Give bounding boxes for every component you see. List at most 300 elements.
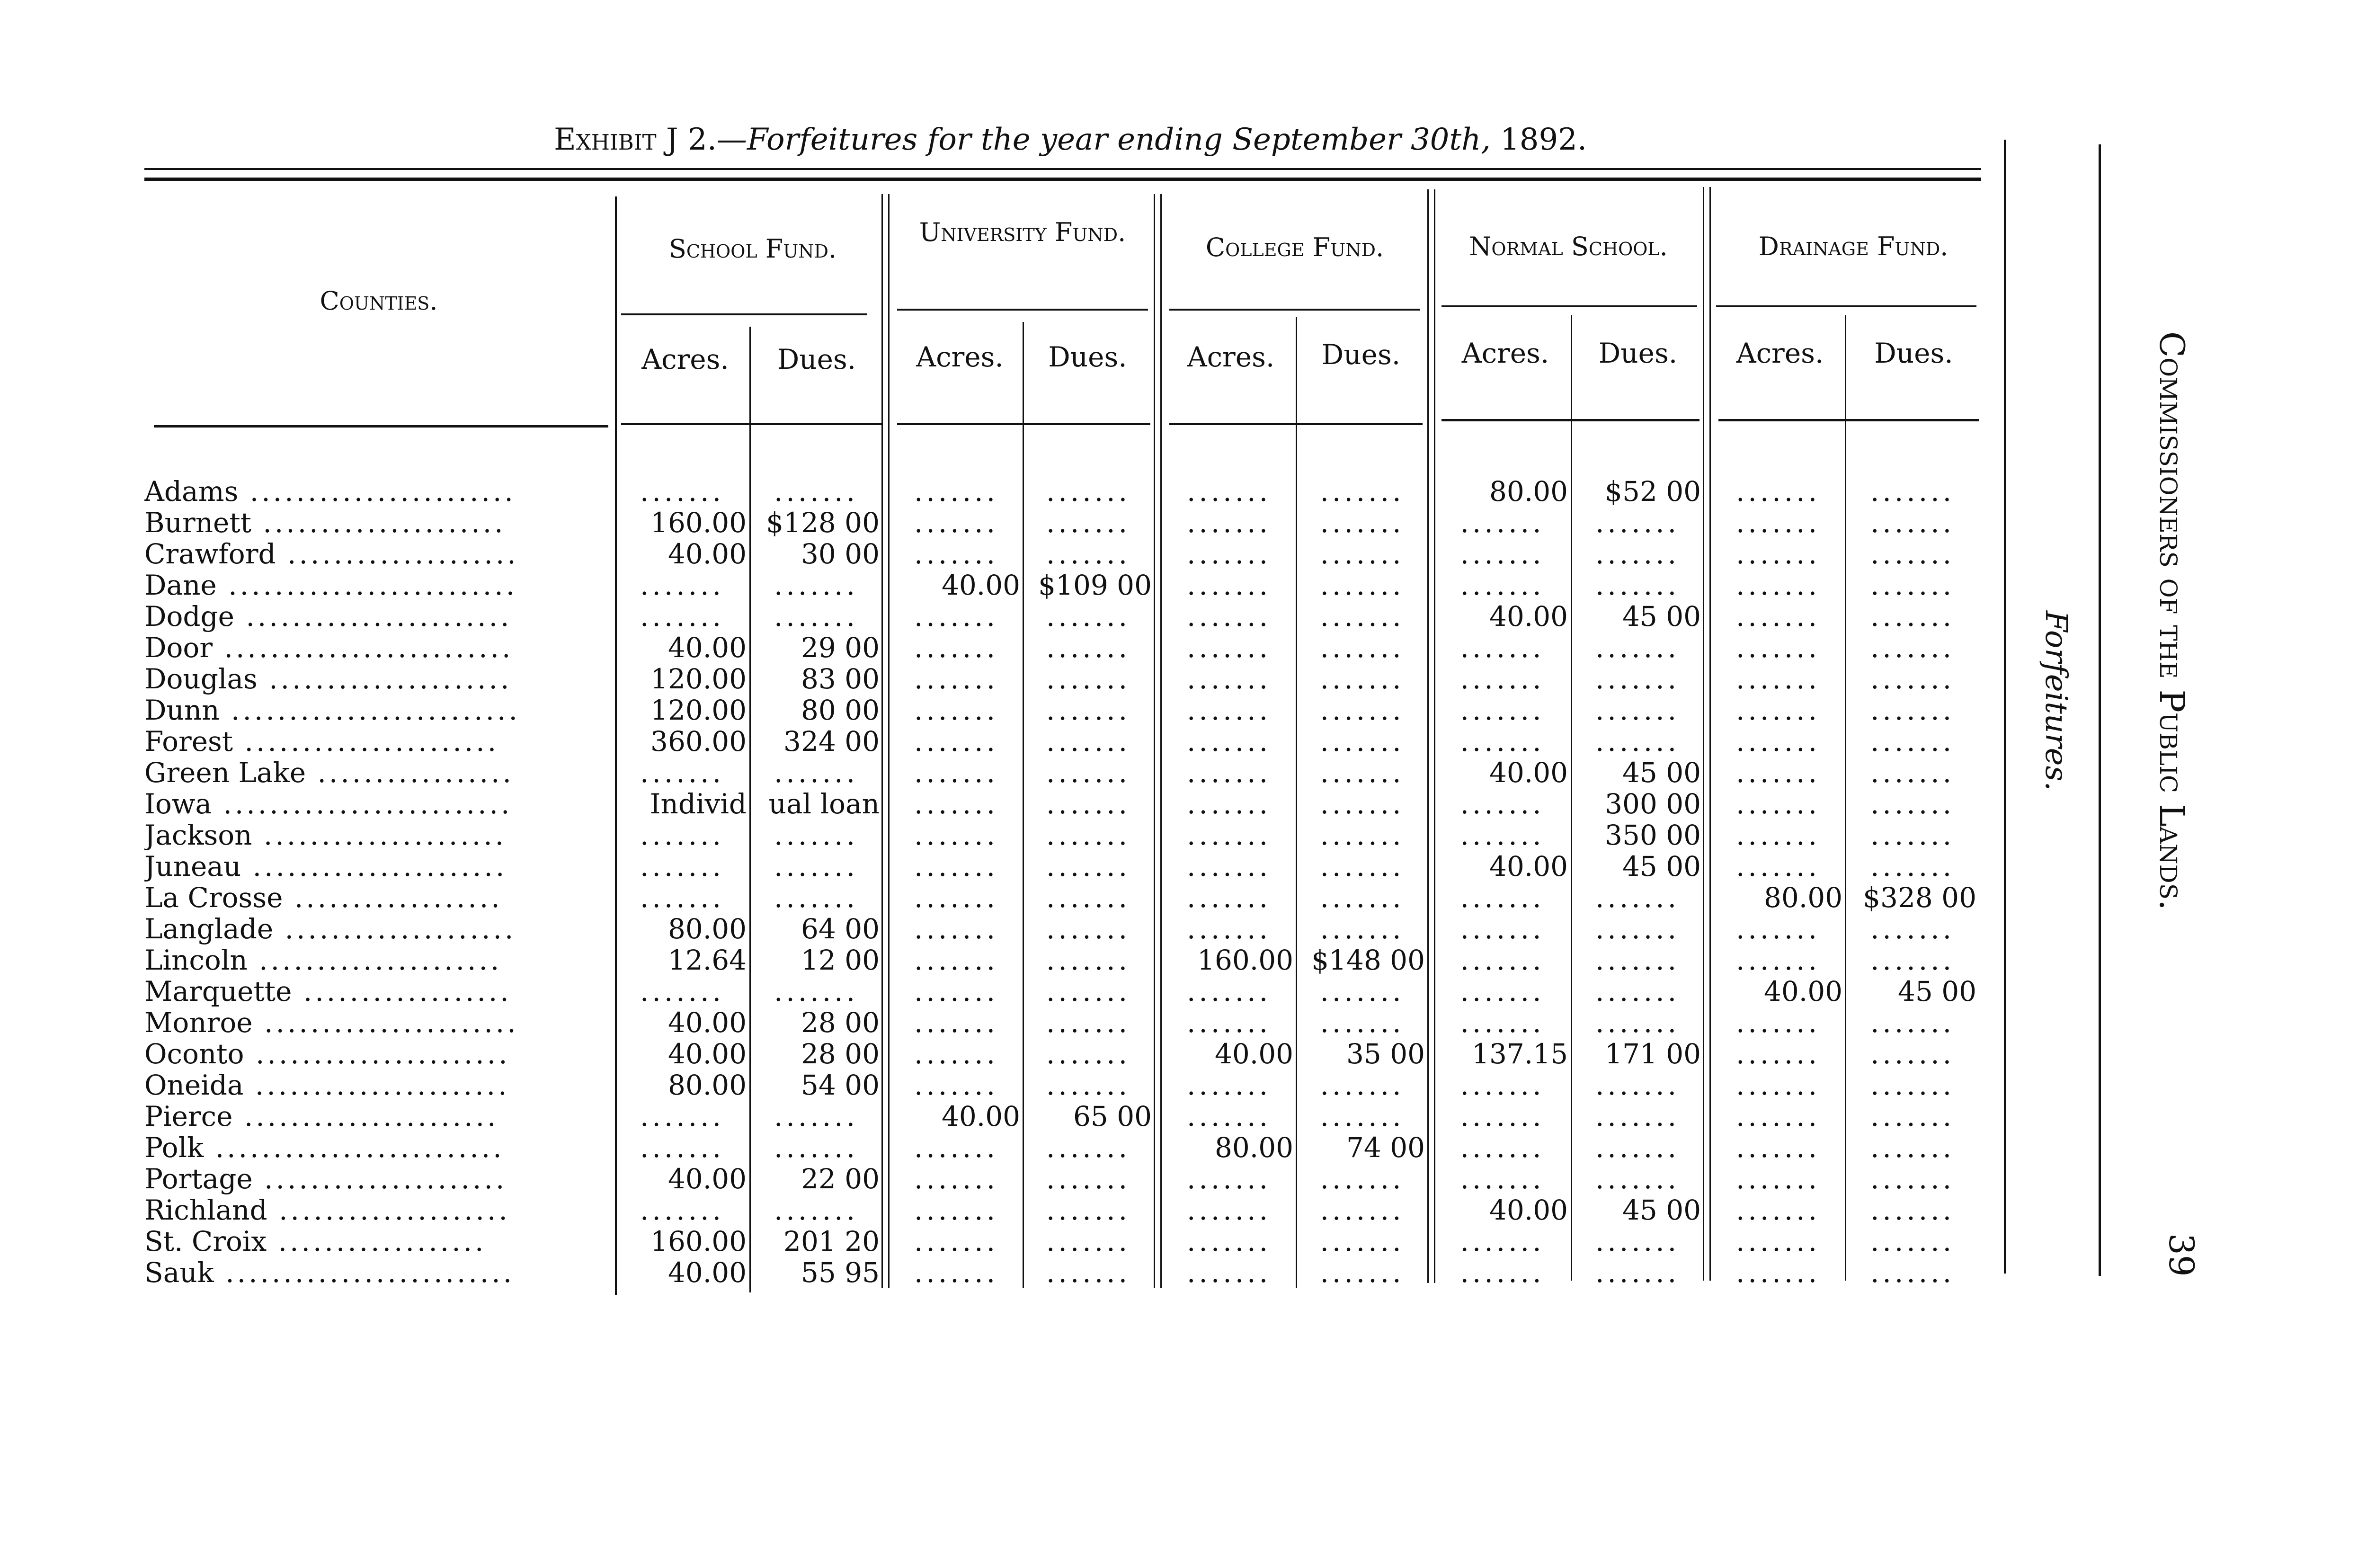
cell-college-acres: ....... [1186,1007,1272,1038]
cell-college-acres: ....... [1186,1069,1272,1101]
cell-univ-acres: ....... [914,851,999,882]
county-name: Jackson ..................... [144,820,507,851]
cell-drain-dues: ....... [1870,1069,1955,1101]
cell-normal-dues: $52 00 [1605,476,1701,507]
cell-normal-dues: ....... [1595,944,1680,976]
cell-school-dues: ....... [774,882,859,913]
cell-college-acres: ....... [1186,913,1272,944]
cell-school-acres: ....... [640,757,725,788]
cell-normal-dues: ....... [1595,976,1680,1007]
cell-univ-acres: ....... [914,507,999,538]
county-leader-dots: .................. [267,1226,487,1257]
cell-drain-dues: ....... [1870,851,1955,882]
cell-univ-acres: 40.00 [941,570,1020,601]
cell-drain-acres: ....... [1735,851,1821,882]
cell-school-dues: 29 00 [801,632,880,663]
county-name: Dodge ....................... [144,601,512,632]
cell-normal-acres: ....... [1460,820,1545,851]
cell-univ-acres: ....... [914,976,999,1007]
county-leader-dots: ....................... [234,601,512,632]
cell-univ-dues: ....... [1046,1163,1131,1194]
cell-univ-acres: ....... [914,476,999,507]
cell-univ-acres: ....... [914,1257,999,1288]
cell-school-dues: $128 00 [766,507,880,538]
county-leader-dots: ...................... [232,1101,499,1132]
cell-normal-dues: ....... [1595,632,1680,663]
cell-drain-acres: ....... [1735,726,1821,757]
cell-univ-dues: ....... [1046,788,1131,820]
county-leader-dots: ...................... [252,1007,519,1038]
cell-univ-acres: ....... [914,1069,999,1101]
cell-school-dues: 30 00 [801,538,880,570]
page-number: 39 [2162,1233,2201,1277]
cell-normal-dues: ....... [1595,1069,1680,1101]
college-acres-divider [1296,317,1297,1288]
cell-drain-dues: ....... [1870,663,1955,695]
cell-college-acres: ....... [1186,820,1272,851]
cell-univ-acres: ....... [914,1226,999,1257]
cell-normal-acres: ....... [1460,538,1545,570]
cell-drain-acres: ....... [1735,1194,1821,1226]
drainage-acres-divider [1845,315,1846,1281]
exhibit-label: Exhibit J 2. [554,122,717,157]
normal-divider-b [1709,187,1711,1281]
cell-normal-dues: ....... [1595,882,1680,913]
cell-drain-dues: ....... [1870,913,1955,944]
school-acres-divider [749,327,751,1292]
cell-normal-dues: 171 00 [1605,1038,1701,1069]
drainage-dues-header: Dues. [1874,337,1953,369]
county-leader-dots: ..................... [257,663,512,695]
county-leader-dots: ......................... [213,632,514,663]
county-name: Pierce ...................... [144,1101,499,1132]
cell-school-acres: 12.64 [667,944,747,976]
county-leader-dots: ......................... [214,1257,515,1288]
cell-college-acres: ....... [1186,757,1272,788]
cell-school-acres: 80.00 [667,913,747,944]
county-name: Forest ...................... [144,726,499,757]
county-name: Burnett ..................... [144,507,506,538]
cell-univ-dues: ....... [1046,726,1131,757]
cell-drain-dues: ....... [1870,1194,1955,1226]
cell-univ-dues: ....... [1046,757,1131,788]
county-name: St. Croix .................. [144,1226,487,1257]
county-leader-dots: .................. [283,882,503,913]
cell-drain-acres: 40.00 [1763,976,1842,1007]
cell-univ-dues: ....... [1046,1132,1131,1163]
cell-normal-acres: ....... [1460,695,1545,726]
cell-univ-dues: ....... [1046,601,1131,632]
university-acres-divider [1023,322,1024,1288]
cell-drain-dues: ....... [1870,1101,1955,1132]
county-leader-dots: .................... [273,913,516,944]
cell-drain-acres: ....... [1735,632,1821,663]
normal-acres-header: Acres. [1461,337,1549,369]
cell-college-dues: ....... [1320,1163,1405,1194]
cell-normal-acres: ....... [1460,1163,1545,1194]
cell-univ-dues: $109 00 [1038,570,1152,601]
cell-normal-dues: ....... [1595,695,1680,726]
county-name: Lincoln ..................... [144,944,502,976]
cell-univ-dues: ....... [1046,913,1131,944]
cell-school-acres: 40.00 [667,1038,747,1069]
cell-drain-acres: ....... [1735,663,1821,695]
cell-drain-dues: ....... [1870,1163,1955,1194]
cell-school-dues: 22 00 [801,1163,880,1194]
running-head: Commissioners of the Public Lands. [2152,331,2192,910]
cell-school-dues: 64 00 [801,913,880,944]
cell-drain-acres: ....... [1735,1069,1821,1101]
cell-drain-dues: ....... [1870,695,1955,726]
county-name: Door ......................... [144,632,514,663]
cell-normal-dues: 45 00 [1622,601,1701,632]
cell-school-dues: 201 20 [783,1226,880,1257]
university-dues-header: Dues. [1048,341,1127,373]
cell-drain-acres: ....... [1735,757,1821,788]
cell-normal-dues: 45 00 [1622,757,1701,788]
cell-college-dues: ....... [1320,1226,1405,1257]
cell-school-dues: ....... [774,976,859,1007]
exhibit-caption: —Forfeitures for the year ending September 30th, [717,122,1491,157]
cell-univ-dues: ....... [1046,632,1131,663]
cell-normal-dues: ....... [1595,1007,1680,1038]
cell-school-dues: 324 00 [783,726,880,757]
cell-college-dues: ....... [1320,851,1405,882]
cell-normal-acres: ....... [1460,976,1545,1007]
cell-univ-dues: 65 00 [1073,1101,1152,1132]
cell-school-dues: 83 00 [801,663,880,695]
cell-college-dues: 35 00 [1346,1038,1425,1069]
school-fund-header: School Fund. [668,234,837,264]
cell-college-dues: ....... [1320,788,1405,820]
cell-drain-dues: ....... [1870,944,1955,976]
college-dues-header: Dues. [1321,339,1401,371]
county-name: La Crosse .................. [144,882,503,913]
cell-normal-dues: 45 00 [1622,851,1701,882]
cell-drain-acres: ....... [1735,570,1821,601]
cell-normal-acres: ....... [1460,944,1545,976]
top-rule-double [144,178,1981,181]
cell-college-acres: 160.00 [1197,944,1293,976]
county-name: Oneida ...................... [144,1069,510,1101]
cell-normal-acres: ....... [1460,1257,1545,1288]
cell-school-dues: ....... [774,757,859,788]
county-leader-dots: ..................... [252,1163,507,1194]
cell-normal-acres: ....... [1460,507,1545,538]
cell-college-dues: ....... [1320,1257,1405,1288]
cell-school-dues: ....... [774,820,859,851]
county-leader-dots: .................. [292,976,512,1007]
section-title: Forfeitures. [2038,611,2073,791]
county-name: Richland .................... [144,1194,510,1226]
cell-college-dues: ....... [1320,507,1405,538]
cell-normal-dues: ....... [1595,1163,1680,1194]
cell-univ-acres: ....... [914,663,999,695]
cell-college-dues: ....... [1320,538,1405,570]
cell-drain-dues: ....... [1870,788,1955,820]
cell-drain-acres: ....... [1735,601,1821,632]
cell-college-dues: ....... [1320,476,1405,507]
cell-drain-acres: ....... [1735,538,1821,570]
cell-drain-acres: ....... [1735,788,1821,820]
cell-school-dues: ....... [774,1194,859,1226]
cell-normal-acres: 137.15 [1472,1038,1568,1069]
cell-school-dues: ....... [774,476,859,507]
cell-college-dues: ....... [1320,913,1405,944]
cell-univ-dues: ....... [1046,944,1131,976]
cell-univ-dues: ....... [1046,1069,1131,1101]
cell-normal-acres: ....... [1460,788,1545,820]
normal-divider-a [1703,187,1704,1281]
cell-drain-acres: ....... [1735,913,1821,944]
normal-dues-header: Dues. [1598,337,1678,369]
normal-acres-divider [1571,315,1572,1281]
cell-drain-dues: ....... [1870,1132,1955,1163]
university-acres-header: Acres. [916,341,1004,373]
cell-drain-acres: ....... [1735,1226,1821,1257]
cell-univ-dues: ....... [1046,882,1131,913]
college-divider-b [1434,189,1435,1283]
cell-college-acres: ....... [1186,726,1272,757]
cell-univ-dues: ....... [1046,695,1131,726]
county-name: Langlade .................... [144,913,516,944]
cell-drain-dues: ....... [1870,757,1955,788]
exhibit-title [554,122,1595,157]
county-leader-dots: ...................... [241,851,507,882]
school-divider-a [881,194,883,1288]
drainage-fund-rule [1716,305,1976,307]
cell-normal-dues: ....... [1595,913,1680,944]
cell-school-acres: 80.00 [667,1069,747,1101]
county-name: Monroe ...................... [144,1007,519,1038]
cell-school-acres: 40.00 [667,1257,747,1288]
cell-univ-acres: ....... [914,757,999,788]
county-leader-dots: ......................... [216,570,518,601]
cell-school-dues: ....... [774,1101,859,1132]
cell-school-dues: 54 00 [801,1069,880,1101]
cell-univ-dues: ....... [1046,663,1131,695]
cell-univ-acres: ....... [914,882,999,913]
cell-college-dues: ....... [1320,1194,1405,1226]
county-name: Douglas ..................... [144,663,512,695]
cell-school-acres: 40.00 [667,632,747,663]
cell-normal-dues: ....... [1595,1257,1680,1288]
cell-univ-acres: ....... [914,1007,999,1038]
cell-normal-dues: ....... [1595,570,1680,601]
county-name: Polk ......................... [144,1132,505,1163]
cell-college-dues: $148 00 [1311,944,1425,976]
county-name: Adams ....................... [144,476,516,507]
cell-drain-dues: $328 00 [1863,882,1976,913]
county-leader-dots: ......................... [212,788,513,820]
cell-univ-acres: ....... [914,1132,999,1163]
cell-univ-dues: ....... [1046,851,1131,882]
county-leader-dots: ..................... [251,507,506,538]
cell-univ-dues: ....... [1046,820,1131,851]
cell-normal-dues: ....... [1595,1101,1680,1132]
page-rule [2099,144,2101,1276]
cell-school-acres: ....... [640,882,725,913]
cell-univ-dues: ....... [1046,1038,1131,1069]
cell-univ-acres: ....... [914,632,999,663]
cell-school-acres: ....... [640,976,725,1007]
cell-school-acres: ....... [640,601,725,632]
college-acres-header: Acres. [1187,341,1275,373]
cell-normal-dues: ....... [1595,538,1680,570]
cell-drain-dues: ....... [1870,538,1955,570]
cell-college-dues: ....... [1320,726,1405,757]
college-fund-rule [1169,309,1420,311]
cell-univ-dues: ....... [1046,538,1131,570]
cell-normal-dues: ....... [1595,1132,1680,1163]
cell-normal-acres: ....... [1460,570,1545,601]
counties-divider [615,196,617,1295]
cell-college-acres: ....... [1186,476,1272,507]
cell-univ-acres: ....... [914,1163,999,1194]
county-leader-dots: .................... [276,538,519,570]
cell-college-acres: ....... [1186,976,1272,1007]
drainage-acres-header: Acres. [1736,337,1824,369]
cell-normal-dues: ....... [1595,1226,1680,1257]
county-name: Crawford .................... [144,538,519,570]
exhibit-year: 1892. [1500,122,1587,157]
cell-college-dues: 74 00 [1346,1132,1425,1163]
cell-school-dues: ....... [774,570,859,601]
cell-college-dues: ....... [1320,695,1405,726]
cell-normal-acres: 80.00 [1489,476,1568,507]
cell-school-acres: ....... [640,820,725,851]
cell-univ-acres: 40.00 [941,1101,1020,1132]
cell-college-acres: ....... [1186,1163,1272,1194]
county-name: Dunn ......................... [144,695,520,726]
county-leader-dots: .................... [267,1194,510,1226]
cell-univ-acres: ....... [914,538,999,570]
cell-college-acres: ....... [1186,1226,1272,1257]
cell-college-acres: ....... [1186,1257,1272,1288]
school-header-rule [621,423,881,425]
university-fund-header: University Fund. [919,217,1126,247]
normal-school-header: Normal School. [1469,232,1668,261]
cell-univ-dues: ....... [1046,976,1131,1007]
cell-normal-acres: 40.00 [1489,851,1568,882]
cell-college-dues: ....... [1320,820,1405,851]
cell-school-dues: 12 00 [801,944,880,976]
cell-college-acres: ....... [1186,570,1272,601]
cell-school-dues: 80 00 [801,695,880,726]
cell-univ-dues: ....... [1046,1007,1131,1038]
cell-drain-acres: ....... [1735,695,1821,726]
cell-school-acres: 40.00 [667,538,747,570]
counties-header: Counties. [320,286,438,316]
cell-school-dues: 28 00 [801,1007,880,1038]
university-fund-rule [897,309,1148,311]
cell-normal-dues: ....... [1595,663,1680,695]
cell-drain-acres: ....... [1735,507,1821,538]
county-leader-dots: ...................... [243,1069,510,1101]
cell-school-acres: 120.00 [650,663,747,695]
cell-univ-dues: ....... [1046,507,1131,538]
cell-college-dues: ....... [1320,663,1405,695]
college-fund-header: College Fund. [1205,232,1384,262]
counties-header-rule [154,425,608,428]
cell-normal-dues: ....... [1595,507,1680,538]
cell-normal-acres: 40.00 [1489,757,1568,788]
cell-college-dues: ....... [1320,882,1405,913]
cell-school-acres: 160.00 [650,1226,747,1257]
cell-college-dues: ....... [1320,1069,1405,1101]
cell-drain-acres: ....... [1735,1163,1821,1194]
county-leader-dots: ..................... [252,820,507,851]
cell-normal-acres: 40.00 [1489,601,1568,632]
cell-drain-dues: ....... [1870,1226,1955,1257]
cell-school-dues: 28 00 [801,1038,880,1069]
county-leader-dots: ......................... [204,1132,505,1163]
cell-normal-acres: ....... [1460,1007,1545,1038]
cell-normal-acres: ....... [1460,1226,1545,1257]
cell-drain-dues: ....... [1870,820,1955,851]
county-name: Oconto ...................... [144,1038,510,1069]
cell-school-acres: 360.00 [650,726,747,757]
top-rule [144,168,1981,170]
cell-college-acres: ....... [1186,788,1272,820]
cell-drain-acres: ....... [1735,944,1821,976]
cell-drain-dues: ....... [1870,570,1955,601]
cell-school-acres: Individ [650,788,747,820]
cell-normal-acres: ....... [1460,663,1545,695]
cell-univ-acres: ....... [914,1194,999,1226]
cell-college-dues: ....... [1320,570,1405,601]
cell-normal-acres: ....... [1460,726,1545,757]
cell-school-acres: ....... [640,851,725,882]
county-leader-dots: ................. [306,757,514,788]
cell-college-acres: 80.00 [1214,1132,1293,1163]
cell-college-dues: ....... [1320,601,1405,632]
cell-school-acres: ....... [640,476,725,507]
cell-school-acres: 160.00 [650,507,747,538]
university-divider-b [1160,194,1162,1288]
cell-univ-dues: ....... [1046,1194,1131,1226]
cell-drain-dues: ....... [1870,601,1955,632]
cell-school-dues: ....... [774,1132,859,1163]
cell-college-dues: ....... [1320,632,1405,663]
cell-drain-acres: ....... [1735,1101,1821,1132]
cell-college-acres: ....... [1186,695,1272,726]
cell-school-dues: ....... [774,851,859,882]
normal-school-rule [1442,305,1697,307]
cell-univ-acres: ....... [914,913,999,944]
school-divider-b [888,194,890,1288]
cell-drain-acres: ....... [1735,476,1821,507]
cell-normal-dues: 300 00 [1605,788,1701,820]
cell-college-acres: ....... [1186,601,1272,632]
cell-drain-dues: ....... [1870,726,1955,757]
school-fund-rule [621,313,867,315]
cell-college-acres: ....... [1186,632,1272,663]
cell-college-dues: ....... [1320,976,1405,1007]
cell-univ-dues: ....... [1046,1226,1131,1257]
university-divider-a [1154,194,1155,1288]
cell-college-acres: ....... [1186,1194,1272,1226]
cell-normal-dues: ....... [1595,726,1680,757]
cell-normal-dues: 45 00 [1622,1194,1701,1226]
cell-univ-acres: ....... [914,788,999,820]
table-right-border [2004,140,2006,1274]
county-name: Juneau ...................... [144,851,507,882]
county-name: Dane ......................... [144,570,518,601]
college-divider-a [1427,189,1429,1283]
cell-college-acres: ....... [1186,663,1272,695]
cell-school-acres: 120.00 [650,695,747,726]
